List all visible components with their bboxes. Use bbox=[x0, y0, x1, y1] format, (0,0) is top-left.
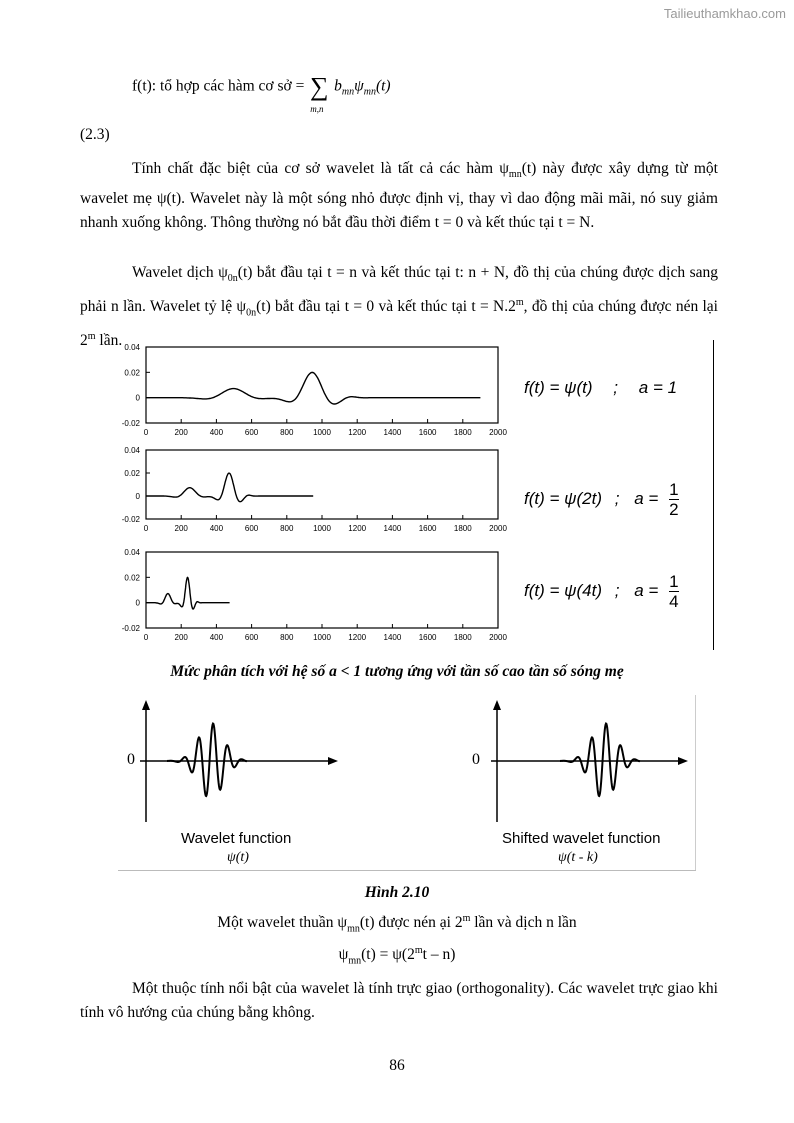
y-tick-label: 0 bbox=[135, 598, 140, 608]
plot-label-1-lhs: f(t) = ψ(t) bbox=[524, 378, 593, 397]
x-tick-label: 600 bbox=[244, 633, 259, 642]
wavelet-function-psi: ψ(t) bbox=[227, 850, 249, 865]
sum-symbol: ∑ bbox=[309, 72, 329, 101]
plot-label-2-sep: ; bbox=[614, 488, 620, 508]
x-tick-label: 200 bbox=[174, 428, 188, 437]
term-b: b bbox=[334, 77, 342, 95]
x-tick-label: 800 bbox=[280, 524, 294, 533]
x-tick-label: 1200 bbox=[348, 524, 367, 533]
y-tick-label: 0 bbox=[135, 393, 140, 403]
line1-c: lần và dịch n lần bbox=[470, 914, 577, 932]
x-tick-label: 1800 bbox=[453, 524, 472, 533]
wavelet-function-label: Wavelet function bbox=[181, 830, 292, 847]
x-tick-label: 1600 bbox=[418, 633, 437, 642]
plot-label-3-sep: ; bbox=[614, 580, 620, 600]
term-arg: (t) bbox=[375, 77, 391, 95]
x-tick-label: 600 bbox=[244, 428, 259, 437]
x-tick-label: 400 bbox=[209, 524, 224, 533]
plot-label-3-lhs: f(t) = ψ(4t) bbox=[524, 580, 603, 600]
x-tick-label: 1000 bbox=[313, 428, 331, 437]
y-tick-label: 0.02 bbox=[124, 469, 140, 478]
para1-b: (t) này được xây dựng từ một wavelet mẹ ψ(t). Wavelet này là một sóng nhỏ được định vị, thay vì dao động mãi mãi, nó suy giảm nhanh xuống không. Thông thường nó bắt đầu thời điểm t = 0 và kết thúc tại t = N. bbox=[80, 160, 718, 232]
right-zero-label: 0 bbox=[472, 751, 480, 768]
y-tick-label: 0.04 bbox=[124, 343, 140, 352]
x-tick-label: 1600 bbox=[418, 524, 437, 533]
para2-d-sup: m bbox=[87, 331, 96, 343]
para1-a-sub: mn bbox=[508, 169, 522, 181]
line1-b: (t) được nén ại 2 bbox=[359, 914, 463, 932]
equation-number: (2.3) bbox=[80, 126, 110, 143]
x-tick-label: 1200 bbox=[348, 428, 367, 437]
x-tick-label: 2000 bbox=[489, 524, 507, 533]
y-tick-label: 0.02 bbox=[124, 368, 140, 378]
para2-b: (t) bắt đầu tại t = n và kết thúc tại t: n + N, đồ thị của chúng được dịch sang phải n lần. Wavelet tỷ lệ ψ bbox=[80, 264, 718, 316]
sum-index: m,n bbox=[310, 104, 324, 114]
x-tick-label: 1800 bbox=[453, 428, 472, 437]
x-tick-label: 400 bbox=[209, 633, 224, 642]
line2-c: t – n) bbox=[422, 946, 456, 964]
line2-b-sup: m bbox=[414, 945, 423, 956]
x-tick-label: 400 bbox=[209, 428, 224, 437]
plot-label-1-a: a = 1 bbox=[638, 378, 678, 397]
y-tick-label: -0.02 bbox=[121, 515, 140, 524]
y-tick-label: 0 bbox=[135, 492, 140, 501]
para1-a: Tính chất đặc biệt của cơ sở wavelet là tất cả các hàm ψ bbox=[132, 160, 509, 177]
plot-label-1-sep: ; bbox=[613, 378, 619, 397]
plot-label-2-den: 2 bbox=[669, 500, 679, 519]
y-tick-label: 0.04 bbox=[124, 446, 140, 455]
line1-a-sub: mn bbox=[347, 923, 360, 935]
x-tick-label: 1400 bbox=[383, 633, 402, 642]
line2-a-sub: mn bbox=[348, 955, 362, 967]
x-tick-label: 0 bbox=[143, 633, 149, 642]
x-tick-label: 600 bbox=[244, 524, 259, 533]
x-tick-label: 200 bbox=[174, 524, 188, 533]
line2-b: (t) = ψ(2 bbox=[361, 946, 415, 964]
watermark: Tailieuthamkhao.com bbox=[663, 6, 786, 21]
x-tick-label: 1800 bbox=[453, 633, 472, 642]
x-tick-label: 0 bbox=[143, 428, 149, 437]
para2-c: (t) bắt đầu tại t = 0 và kết thúc tại t = N.2 bbox=[256, 298, 516, 316]
term-b-sub: mn bbox=[341, 86, 355, 98]
term-psi: ψ bbox=[354, 77, 364, 95]
x-tick-label: 1000 bbox=[313, 633, 331, 642]
shifted-wavelet-label: Shifted wavelet function bbox=[502, 830, 661, 847]
x-tick-label: 1200 bbox=[348, 633, 367, 642]
term-psi-sub: mn bbox=[363, 86, 376, 98]
x-tick-label: 200 bbox=[174, 633, 188, 642]
x-tick-label: 1400 bbox=[383, 524, 402, 533]
para2-c-sup: m bbox=[515, 297, 524, 309]
x-tick-label: 800 bbox=[280, 428, 294, 437]
x-tick-label: 1000 bbox=[313, 524, 331, 533]
right-axes bbox=[491, 700, 688, 822]
x-tick-label: 2000 bbox=[489, 428, 507, 437]
x-tick-label: 800 bbox=[280, 633, 294, 642]
plot-label-3-num: 1 bbox=[669, 572, 679, 591]
line2-a: ψ bbox=[338, 946, 349, 964]
left-zero-label: 0 bbox=[127, 751, 135, 768]
y-tick-label: 0.04 bbox=[124, 548, 140, 557]
shifted-wavelet-psi: ψ(t - k) bbox=[558, 850, 598, 865]
line1-b-sup: m bbox=[462, 913, 471, 924]
para2-a-sub: 0n bbox=[227, 273, 238, 285]
figure-caption-italic: Mức phân tích với hệ số a < 1 tương ứng với tần số cao tần số sóng mẹ bbox=[170, 663, 624, 680]
plot-label-2-lhs: f(t) = ψ(2t) bbox=[524, 488, 603, 508]
paragraph-3: Một thuộc tính nổi bật của wavelet là tính trực giao (orthogonality). Các wavelet trực giao khi tính vô hướng của chúng bằng không. bbox=[80, 980, 718, 1021]
y-tick-label: -0.02 bbox=[121, 624, 140, 633]
x-tick-label: 2000 bbox=[489, 633, 507, 642]
para2-e: lần. bbox=[95, 332, 123, 350]
page-number: 86 bbox=[389, 1057, 405, 1074]
para2-d: , đồ thị của chúng được nén lại 2 bbox=[80, 298, 718, 350]
x-tick-label: 1400 bbox=[383, 428, 402, 437]
figure-title: Hình 2.10 bbox=[364, 884, 430, 901]
plot-label-3-den: 4 bbox=[669, 592, 679, 611]
plot-label-2-a: a = bbox=[634, 488, 659, 508]
para2-a: Wavelet dịch ψ bbox=[132, 264, 228, 281]
y-tick-label: 0.02 bbox=[124, 573, 140, 583]
equation-line bbox=[0, 945, 794, 966]
line1-a: Một wavelet thuần ψ bbox=[217, 914, 348, 932]
para2-b-sub: 0n bbox=[246, 307, 257, 319]
plot-label-3-a: a = bbox=[634, 580, 659, 600]
definition-line bbox=[0, 913, 794, 934]
x-tick-label: 1600 bbox=[418, 428, 437, 437]
left-axes bbox=[140, 700, 338, 822]
y-tick-label: -0.02 bbox=[121, 419, 140, 428]
plot-label-2-num: 1 bbox=[669, 480, 679, 499]
x-tick-label: 0 bbox=[143, 524, 149, 533]
formula-lhs: f(t): tổ hợp các hàm cơ sở = bbox=[132, 77, 305, 95]
